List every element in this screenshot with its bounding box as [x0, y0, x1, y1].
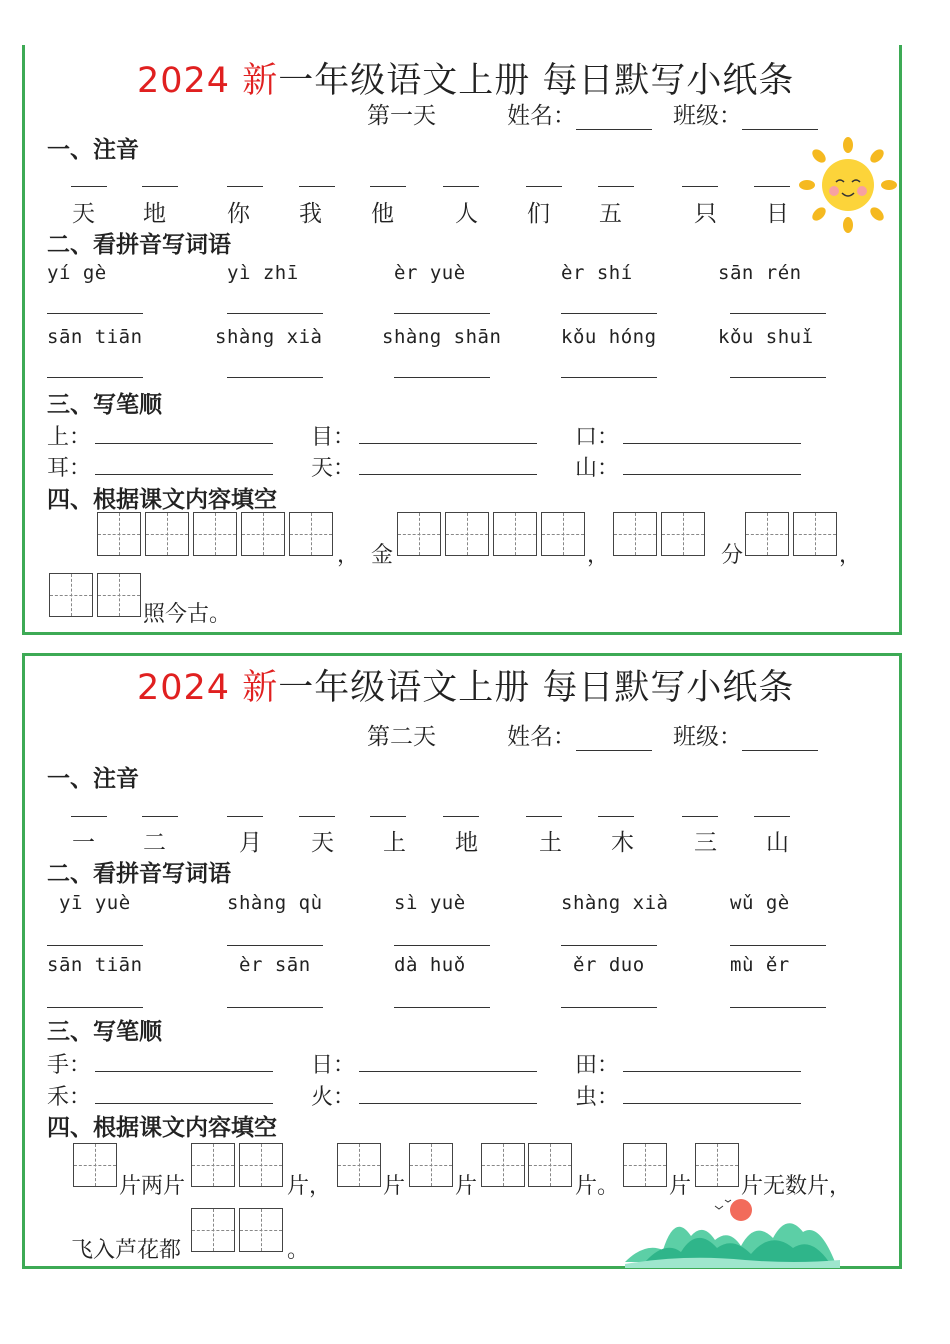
pinyin-blank[interactable] — [142, 186, 178, 187]
tian-grid-box[interactable] — [97, 512, 141, 556]
pinyin-blank[interactable] — [598, 816, 634, 817]
class-blank[interactable] — [742, 728, 818, 751]
pinyin-word: ěr duo — [573, 954, 645, 976]
tian-grid-box[interactable] — [541, 512, 585, 556]
stroke-label: 目： — [311, 425, 356, 450]
tian-grid-box[interactable] — [191, 1208, 235, 1252]
pinyin-word: èr yuè — [394, 262, 466, 284]
fill-text: 片 — [455, 1174, 478, 1199]
stroke-line[interactable] — [359, 1103, 537, 1104]
stroke-line[interactable] — [623, 443, 801, 444]
char: 天 — [72, 201, 95, 227]
stroke-label: 禾： — [47, 1085, 92, 1110]
tian-grid-box[interactable] — [239, 1143, 283, 1187]
pinyin-word: sān rén — [718, 262, 802, 284]
section-2-heading: 二、看拼音写词语 — [47, 232, 231, 258]
pinyin-blank[interactable] — [754, 816, 790, 817]
answer-line[interactable] — [730, 1007, 826, 1008]
tian-grid-box[interactable] — [661, 512, 705, 556]
pinyin-blank[interactable] — [227, 186, 263, 187]
tian-grid-box[interactable] — [493, 512, 537, 556]
tian-grid-box[interactable] — [239, 1208, 283, 1252]
answer-line[interactable] — [227, 1007, 323, 1008]
pinyin-blank[interactable] — [227, 816, 263, 817]
pinyin-word: èr shí — [561, 262, 633, 284]
answer-line[interactable] — [47, 377, 143, 378]
char: 二 — [143, 830, 166, 856]
stroke-line[interactable] — [623, 474, 801, 475]
pinyin-word: shàng xià — [561, 892, 669, 914]
char: 地 — [143, 201, 166, 227]
pinyin-blank[interactable] — [299, 186, 335, 187]
answer-line[interactable] — [47, 1007, 143, 1008]
stroke-label: 山： — [575, 456, 620, 481]
fill-text: 。 — [287, 1238, 310, 1263]
class-field: 班级： — [673, 718, 818, 751]
pinyin-blank[interactable] — [526, 186, 562, 187]
char: 人 — [455, 201, 478, 227]
tian-grid-box[interactable] — [193, 512, 237, 556]
stroke-label: 虫： — [575, 1085, 620, 1110]
class-field: 班级： — [673, 97, 818, 130]
pinyin-blank[interactable] — [142, 816, 178, 817]
pinyin-word: dà huǒ — [394, 954, 466, 976]
tian-grid-box[interactable] — [145, 512, 189, 556]
pinyin-word: yì zhī — [227, 262, 299, 284]
char: 上 — [383, 830, 406, 856]
pinyin-blank[interactable] — [370, 186, 406, 187]
tian-grid-box[interactable] — [613, 512, 657, 556]
tian-grid-box[interactable] — [397, 512, 441, 556]
fill-text: 片两片 — [119, 1174, 186, 1199]
answer-line[interactable] — [227, 945, 323, 946]
pinyin-blank[interactable] — [598, 186, 634, 187]
stroke-line[interactable] — [359, 474, 537, 475]
char: 你 — [227, 201, 250, 227]
pinyin-blank[interactable] — [71, 816, 107, 817]
char: 木 — [611, 830, 634, 856]
section-1-heading: 一、注音 — [47, 137, 139, 163]
tian-grid-box[interactable] — [191, 1143, 235, 1187]
tian-grid-box[interactable] — [528, 1143, 572, 1187]
stroke-line[interactable] — [95, 1071, 273, 1072]
fill-text: 照今古。 — [143, 602, 232, 627]
stroke-label: 火： — [311, 1085, 356, 1110]
section-3-heading: 三、写笔顺 — [47, 392, 162, 418]
pinyin-blank[interactable] — [526, 816, 562, 817]
answer-line[interactable] — [394, 313, 490, 314]
stroke-label: 手： — [47, 1053, 92, 1078]
pinyin-blank[interactable] — [71, 186, 107, 187]
pinyin-blank[interactable] — [682, 816, 718, 817]
pinyin-word: èr sān — [239, 954, 311, 976]
pinyin-word: shàng xià — [215, 326, 323, 348]
tian-grid-box[interactable] — [73, 1143, 117, 1187]
answer-line[interactable] — [394, 945, 490, 946]
stroke-line[interactable] — [95, 474, 273, 475]
answer-line[interactable] — [561, 377, 657, 378]
stroke-label: 口： — [575, 425, 620, 450]
section-4-heading: 四、根据课文内容填空 — [47, 1115, 277, 1141]
pinyin-word: kǒu shuǐ — [718, 326, 814, 348]
worksheet-title: 2024 新一年级语文上册 每日默写小纸条 — [137, 61, 795, 101]
mountain-landscape-icon — [625, 1192, 840, 1268]
answer-line[interactable] — [561, 313, 657, 314]
answer-line[interactable] — [730, 945, 826, 946]
char: 日 — [766, 201, 789, 227]
name-blank[interactable] — [576, 107, 652, 130]
answer-line[interactable] — [730, 313, 826, 314]
answer-line[interactable] — [561, 945, 657, 946]
pinyin-word: sì yuè — [394, 892, 466, 914]
stroke-line[interactable] — [623, 1103, 801, 1104]
answer-line[interactable] — [227, 377, 323, 378]
fill-text: ， — [587, 543, 610, 568]
char: 山 — [766, 830, 789, 856]
answer-line[interactable] — [394, 1007, 490, 1008]
stroke-line[interactable] — [95, 1103, 273, 1104]
pinyin-word: sān tiān — [47, 326, 143, 348]
section-4-heading: 四、根据课文内容填空 — [47, 487, 277, 513]
stroke-label: 日： — [311, 1053, 356, 1078]
fill-text: 片 — [383, 1174, 406, 1199]
char: 我 — [299, 201, 322, 227]
stroke-line[interactable] — [623, 1071, 801, 1072]
pinyin-word: yí gè — [47, 262, 107, 284]
char: 他 — [371, 201, 394, 227]
stroke-label: 耳： — [47, 456, 92, 481]
answer-line[interactable] — [47, 313, 143, 314]
name-blank[interactable] — [576, 728, 652, 751]
pinyin-word: yī yuè — [59, 892, 131, 914]
fill-text: 金 — [371, 543, 394, 568]
tian-grid-box[interactable] — [409, 1143, 453, 1187]
worksheet-day1 — [22, 45, 902, 635]
tian-grid-box[interactable] — [97, 573, 141, 617]
tian-grid-box[interactable] — [49, 573, 93, 617]
pinyin-word: sān tiān — [47, 954, 143, 976]
stroke-line[interactable] — [359, 1071, 537, 1072]
tian-grid-box[interactable] — [623, 1143, 667, 1187]
char: 月 — [239, 830, 262, 856]
pinyin-blank[interactable] — [443, 186, 479, 187]
stroke-label: 天： — [311, 456, 356, 481]
char: 只 — [694, 201, 717, 227]
char: 们 — [527, 201, 550, 227]
pinyin-word: kǒu hóng — [561, 326, 657, 348]
answer-line[interactable] — [227, 313, 323, 314]
fill-text: 飞入芦花都 — [71, 1238, 182, 1263]
char: 地 — [455, 830, 478, 856]
pinyin-word: mù ěr — [730, 954, 790, 976]
fill-text: 片无数片， — [741, 1174, 852, 1199]
stroke-line[interactable] — [95, 443, 273, 444]
section-3-heading: 三、写笔顺 — [47, 1019, 162, 1045]
class-blank[interactable] — [742, 107, 818, 130]
fill-text: 片， — [287, 1174, 332, 1199]
section-1-heading: 一、注音 — [47, 766, 139, 792]
pinyin-word: shàng qù — [227, 892, 323, 914]
worksheet-title: 2024 新一年级语文上册 每日默写小纸条 — [137, 668, 795, 708]
char: 土 — [539, 830, 562, 856]
stroke-label: 上： — [47, 425, 92, 450]
pinyin-blank[interactable] — [682, 186, 718, 187]
name-field: 姓名： — [507, 97, 652, 130]
tian-grid-box[interactable] — [695, 1143, 739, 1187]
pinyin-blank[interactable] — [443, 816, 479, 817]
pinyin-blank[interactable] — [370, 816, 406, 817]
tian-grid-box[interactable] — [481, 1143, 525, 1187]
sun-icon — [798, 137, 898, 233]
stroke-label: 田： — [575, 1053, 620, 1078]
day-label: 第一天 — [367, 103, 436, 129]
char: 五 — [599, 201, 622, 227]
pinyin-word: shàng shān — [382, 326, 502, 348]
tian-grid-box[interactable] — [445, 512, 489, 556]
pinyin-blank[interactable] — [299, 816, 335, 817]
pinyin-blank[interactable] — [754, 186, 790, 187]
tian-grid-box[interactable] — [745, 512, 789, 556]
tian-grid-box[interactable] — [289, 512, 333, 556]
fill-text: ， — [839, 543, 862, 568]
char: 天 — [311, 830, 334, 856]
day-label: 第二天 — [367, 724, 436, 750]
name-field: 姓名： — [507, 718, 652, 751]
answer-line[interactable] — [394, 377, 490, 378]
fill-text: 分 — [721, 543, 744, 568]
answer-line[interactable] — [730, 377, 826, 378]
answer-line[interactable] — [47, 945, 143, 946]
tian-grid-box[interactable] — [241, 512, 285, 556]
fill-text: 片。 — [575, 1174, 620, 1199]
section-2-heading: 二、看拼音写词语 — [47, 861, 231, 887]
stroke-line[interactable] — [359, 443, 537, 444]
fill-text: 片 — [669, 1174, 692, 1199]
tian-grid-box[interactable] — [337, 1143, 381, 1187]
fill-text: ， — [337, 543, 360, 568]
char: 一 — [72, 830, 95, 856]
answer-line[interactable] — [561, 1007, 657, 1008]
char: 三 — [694, 830, 717, 856]
tian-grid-box[interactable] — [793, 512, 837, 556]
pinyin-word: wǔ gè — [730, 892, 790, 914]
worksheet-day2 — [22, 653, 902, 1269]
